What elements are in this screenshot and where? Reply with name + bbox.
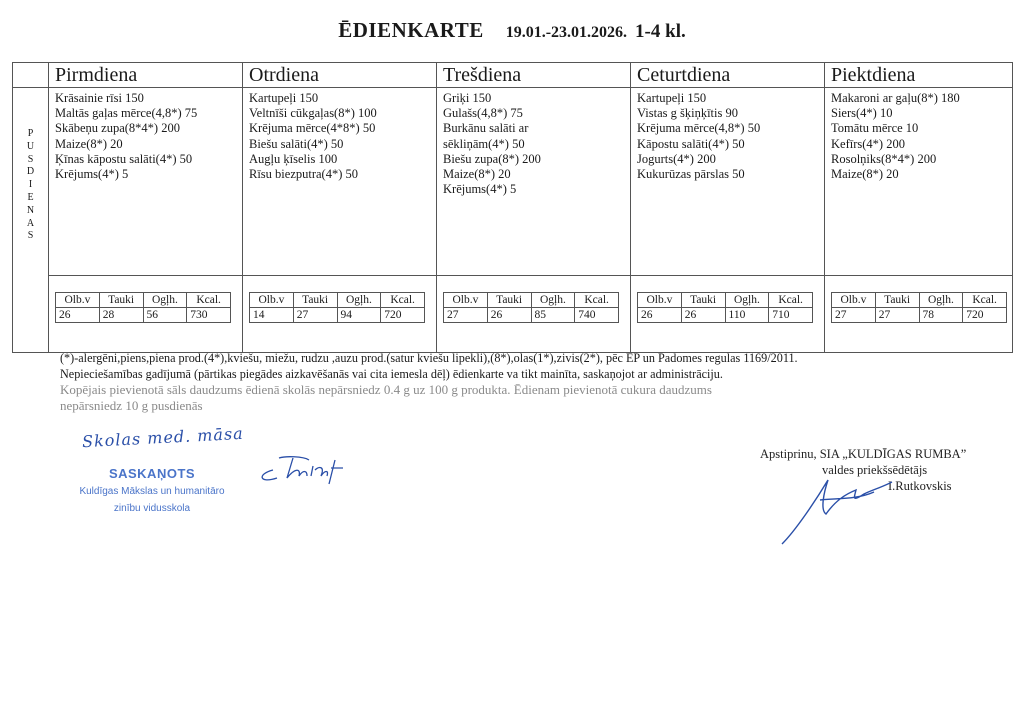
nutrition-value: 26: [681, 308, 725, 323]
dish-item: Maize(8*) 20: [831, 167, 899, 182]
nutrition-value: 26: [56, 308, 100, 323]
dish-item: Maltās gaļas mērce(4,8*) 75: [55, 106, 198, 121]
nutrition-header: Olb.v: [832, 293, 876, 308]
dish-item: Skābeņu zupa(8*4*) 200: [55, 121, 180, 136]
dish-item: Krējums(4*) 5: [55, 167, 129, 182]
day-nutrition: [437, 276, 631, 353]
date-range: 19.01.-23.01.2026.: [505, 24, 628, 41]
dish-item: Maize(8*) 20: [443, 167, 511, 182]
director-signature: [776, 470, 906, 550]
nutrition-value: 14: [250, 308, 294, 323]
day-name: Pirmdiena: [49, 63, 243, 88]
dish-item: Krāsainie rīsi 150: [55, 91, 144, 105]
nutrition-header: Ogļh.: [143, 293, 187, 308]
dish-item: Kukurūzas pārslas 50: [637, 167, 745, 182]
nutrition-value: 27: [444, 308, 488, 323]
dish-item: sēkliņām(4*) 50: [443, 136, 525, 151]
approval-name: I.Rutkovskis: [888, 479, 952, 493]
stamp-line: zinību vidusskola: [113, 503, 191, 514]
nutrition-value-row: [832, 308, 1007, 323]
day-dishes: [437, 88, 631, 276]
menu-table: [12, 62, 1013, 353]
side-label-letter: D: [26, 166, 35, 178]
nutrition-header: Kcal.: [769, 293, 813, 308]
nutrition-value: 94: [337, 308, 381, 323]
dish-item: Jogurts(4*) 200: [637, 151, 716, 166]
nutrition-header: Olb.v: [250, 293, 294, 308]
nutrition-value: 85: [531, 308, 575, 323]
title-text: ĒDIENKARTE: [338, 18, 484, 42]
nutrition-value-row: [638, 308, 813, 323]
approval-position: valdes priekšsēdētājs: [822, 463, 928, 477]
side-label-letter: E: [27, 191, 34, 203]
dish-item: Krējuma mērce(4,8*) 50: [637, 121, 761, 136]
nutrition-value: 740: [575, 308, 619, 323]
dish-item: Kāpostu salāti(4*) 50: [637, 136, 745, 151]
nutrition-header: Ogļh.: [531, 293, 575, 308]
dish-item: Ķīnas kāpostu salāti(4*) 50: [55, 151, 193, 166]
day-dishes: [243, 88, 437, 276]
approval-company: Apstiprinu, SIA „KULDĪGAS RUMBA”: [760, 447, 967, 461]
nutrition-value: 110: [725, 308, 769, 323]
nutrition-value: 710: [769, 308, 813, 323]
nutrition-header: Kcal.: [381, 293, 425, 308]
day-nutrition: [49, 276, 243, 353]
side-label-letter: S: [27, 153, 34, 165]
nutrition-header: Kcal.: [963, 293, 1007, 308]
nutrition-header: Tauki: [681, 293, 725, 308]
nutrition-value-row: [444, 308, 619, 323]
sugar-note: nepārsniedz 10 g pusdienās: [60, 398, 203, 413]
dish-item: Burkānu salāti ar: [443, 121, 529, 136]
side-label-letter: A: [26, 217, 35, 229]
grade-label: 1-4 kl.: [635, 21, 686, 42]
nutrition-header: Ogļh.: [337, 293, 381, 308]
dish-item: Kartupeļi 150: [249, 91, 319, 105]
nutrition-header-row: [56, 293, 231, 308]
day-name: Ceturtdiena: [631, 63, 825, 88]
allergen-note: (*)-alergēni,piens,piena prod.(4*),kviešu, miežu, rudzu ,auzu prod.(satur kviešu lipekli),(8*),olas(1*),zivis(2*), pēc EP un Padomes regulas 1169/2011.: [60, 351, 798, 365]
side-label-letter: P: [27, 128, 34, 139]
nutrition-value: 27: [875, 308, 919, 323]
stamp-line: Kuldīgas Mākslas un humanitāro: [79, 486, 225, 497]
dish-item: Augļu ķīselis 100: [249, 151, 338, 166]
day-dishes: [631, 88, 825, 276]
nutrition-value: 720: [381, 308, 425, 323]
day-dishes: [49, 88, 243, 276]
dish-item: Krējums(4*) 5: [443, 182, 517, 197]
day-dishes: [825, 88, 1013, 276]
day-name: Piektdiena: [825, 63, 1013, 88]
nutrition-header-row: [250, 293, 425, 308]
dish-item: Gulašs(4,8*) 75: [443, 106, 523, 121]
nutrition-header: Tauki: [487, 293, 531, 308]
side-label-letter: U: [26, 140, 35, 152]
dish-item: Maize(8*) 20: [55, 136, 123, 151]
lunch-side-label: [13, 88, 49, 353]
stamp-title: SASKAŅOTS: [108, 466, 196, 481]
footer-notes: [60, 350, 990, 414]
nutrition-header: Kcal.: [187, 293, 231, 308]
nutrition-value-row: [250, 308, 425, 323]
nutrition-header: Ogļh.: [919, 293, 963, 308]
salt-note: Kopējais pievienotā sāls daudzums ēdienā skolās nepārsniedz 0.4 g uz 100 g produkta. Ēdienam pievienotā cukura daudzums: [60, 382, 712, 397]
nutrition-header: Tauki: [293, 293, 337, 308]
nutrition-table: [443, 292, 619, 323]
dish-item: Krējuma mērce(4*8*) 50: [249, 121, 376, 136]
nutrition-header-row: [638, 293, 813, 308]
nutrition-header: Olb.v: [638, 293, 682, 308]
nutrition-table: [831, 292, 1007, 323]
nutrition-value: 27: [832, 308, 876, 323]
change-note: Nepieciešamības gadījumā (pārtikas piegādes aizkavēšanās vai cita iemesla dēļ) ēdienkarte va tikt mainīta, saskaņojot ar administrāciju.: [60, 367, 723, 381]
dish-item: Tomātu mērce 10: [831, 121, 919, 136]
nutrition-header: Kcal.: [575, 293, 619, 308]
dish-item: Griķi 150: [443, 91, 492, 105]
dish-item: Rosolņiks(8*4*) 200: [831, 151, 937, 166]
nutrition-value: 26: [638, 308, 682, 323]
nutrition-value: 26: [487, 308, 531, 323]
nutrition-table: [249, 292, 425, 323]
dish-item: Kefīrs(4*) 200: [831, 136, 905, 151]
nutrition-table: [55, 292, 231, 323]
day-nutrition: [631, 276, 825, 353]
nutrition-header-row: [444, 293, 619, 308]
nutrition-header: Tauki: [875, 293, 919, 308]
side-label-letter: I: [28, 179, 33, 191]
side-label-letter: S: [27, 230, 34, 242]
dishes-row: [13, 88, 1013, 276]
day-header-row: [13, 63, 1013, 88]
nutrition-value: 56: [143, 308, 187, 323]
side-label-letters: [13, 88, 48, 243]
nutrition-value: 27: [293, 308, 337, 323]
corner-cell: [13, 63, 49, 88]
page-title: [0, 18, 1024, 43]
day-nutrition: [825, 276, 1013, 353]
nutrition-value: 730: [187, 308, 231, 323]
nutrition-header: Olb.v: [444, 293, 488, 308]
day-name: Trešdiena: [437, 63, 631, 88]
nutrition-value-row: [56, 308, 231, 323]
dish-item: Biešu salāti(4*) 50: [249, 136, 344, 151]
nutrition-value: 720: [963, 308, 1007, 323]
nutrition-header-row: [832, 293, 1007, 308]
nurse-signature: [255, 448, 355, 488]
approval-stamp: [62, 466, 242, 515]
dish-item: Siers(4*) 10: [831, 106, 893, 121]
nurse-handwritten-note: Skolas med. māsa: [81, 423, 245, 452]
nutrition-value: 78: [919, 308, 963, 323]
dish-item: Makaroni ar gaļu(8*) 180: [831, 91, 960, 105]
dish-item: Biešu zupa(8*) 200: [443, 151, 541, 166]
dish-item: Vistas g šķiņķītis 90: [637, 106, 738, 121]
nutrition-value: 28: [99, 308, 143, 323]
dish-item: Kartupeļi 150: [637, 91, 707, 105]
dish-item: Veltnīši cūkgaļas(8*) 100: [249, 106, 377, 121]
dish-item: Rīsu biezputra(4*) 50: [249, 167, 359, 182]
nutrition-table: [637, 292, 813, 323]
nutrition-header: Tauki: [99, 293, 143, 308]
nutrition-row: [13, 276, 1013, 353]
day-name: Otrdiena: [243, 63, 437, 88]
day-nutrition: [243, 276, 437, 353]
nutrition-header: Olb.v: [56, 293, 100, 308]
nutrition-header: Ogļh.: [725, 293, 769, 308]
side-label-letter: N: [26, 204, 35, 216]
